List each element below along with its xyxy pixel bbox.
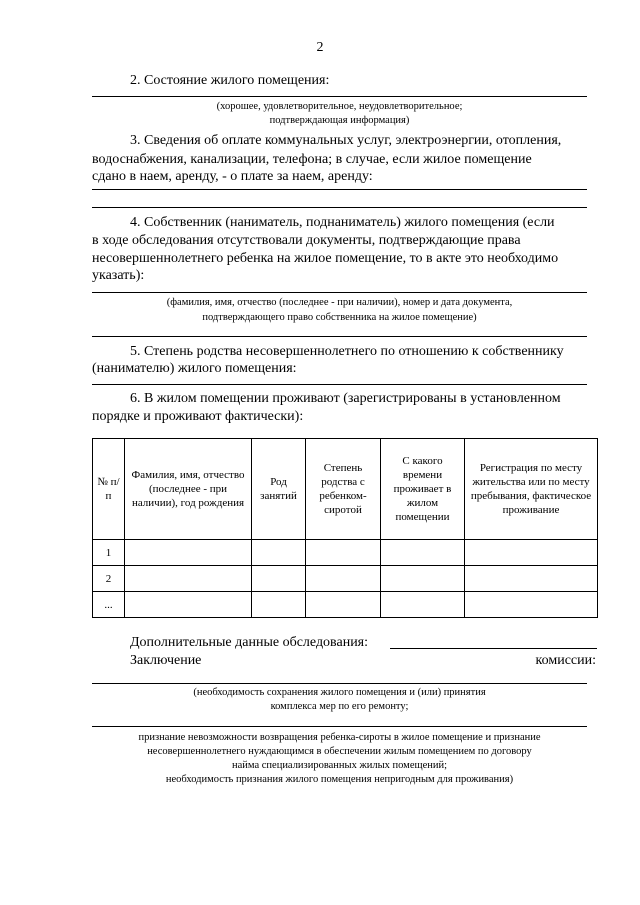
- item5-line1: 5. Степень родства несовершеннолетнего по отношению к собственнику: [130, 344, 564, 359]
- table-cell[interactable]: [381, 592, 465, 618]
- item4-line4: указать):: [92, 268, 145, 283]
- item4-line3: несовершеннолетнего ребенка на жилое помещение, то в акте это необходимо: [92, 251, 559, 266]
- item2-title: 2. Состояние жилого помещения:: [130, 73, 330, 88]
- item6-line1: 6. В жилом помещении проживают (зарегистрированы в установленном: [130, 391, 561, 406]
- table-cell[interactable]: [465, 592, 598, 618]
- conclusion-hint-5: найма специализированных жилых помещений;: [232, 760, 447, 771]
- conclusion-hint-3: признание невозможности возвращения ребенка-сироты в жилое помещение и признание: [138, 732, 541, 743]
- item4-fill-line-2[interactable]: [92, 336, 587, 337]
- item3-line3: сдано в наем, аренду, - о плате за наем, аренду:: [92, 169, 373, 184]
- conclusion-fill-line-2[interactable]: [92, 726, 587, 727]
- table-cell[interactable]: [125, 566, 252, 592]
- conclusion-hint-2: комплекса мер по его ремонту;: [270, 701, 409, 712]
- item3-fill-line-2[interactable]: [92, 207, 587, 208]
- table-cell[interactable]: [125, 540, 252, 566]
- header-occupation: Род занятий: [252, 439, 306, 540]
- conclusion-label: Заключение: [130, 653, 202, 668]
- item4-line1: 4. Собственник (наниматель, поднаниматель) жилого помещения (если: [130, 215, 555, 230]
- header-number: № п/п: [93, 439, 125, 540]
- item4-hint-1: (фамилия, имя, отчество (последнее - при наличии), номер и дата документа,: [166, 297, 513, 308]
- table-header-row: [93, 439, 598, 540]
- item4-line2: в ходе обследования отсутствовали документы, подтверждающие права: [92, 233, 521, 248]
- table-cell[interactable]: [381, 540, 465, 566]
- item4-fill-line-1[interactable]: [92, 292, 587, 293]
- table-cell[interactable]: [465, 540, 598, 566]
- table-row: [93, 540, 598, 566]
- table-cell[interactable]: [381, 566, 465, 592]
- conclusion-fill-line-1[interactable]: [92, 683, 587, 684]
- table-row: [93, 566, 598, 592]
- residents-table: [92, 438, 598, 618]
- table-cell[interactable]: [252, 592, 306, 618]
- item2-hint-1: (хорошее, удовлетворительное, неудовлетворительное;: [216, 101, 463, 112]
- commission-label: комиссии:: [535, 653, 596, 668]
- page-number: 2: [316, 40, 324, 55]
- table-row: [93, 592, 598, 618]
- conclusion-hint-1: (необходимость сохранения жилого помещения и (или) принятия: [193, 687, 486, 698]
- header-since-when: С какого времени проживает в жилом помещении: [381, 439, 465, 540]
- item4-hint-2: подтверждающего право собственника на жилое помещение): [202, 312, 477, 323]
- table-cell[interactable]: [306, 540, 381, 566]
- item3-fill-line-1[interactable]: [92, 189, 587, 190]
- item5-fill-line[interactable]: [92, 384, 587, 385]
- item5-line2: (нанимателю) жилого помещения:: [92, 361, 297, 376]
- conclusion-hint-6: необходимость признания жилого помещения непригодным для проживания): [165, 774, 514, 785]
- row-number: ...: [93, 592, 125, 618]
- table-cell[interactable]: [252, 566, 306, 592]
- header-full-name: Фамилия, имя, отчество (последнее - при наличии), год рождения: [125, 439, 252, 540]
- additional-data-label: Дополнительные данные обследования:: [130, 635, 369, 650]
- item6-line2: порядке и проживают фактически):: [92, 409, 304, 424]
- item3-line2: водоснабжения, канализации, телефона; в случае, если жилое помещение: [92, 152, 532, 167]
- table-cell[interactable]: [465, 566, 598, 592]
- table-cell[interactable]: [125, 592, 252, 618]
- table-cell[interactable]: [306, 592, 381, 618]
- item2-fill-line[interactable]: [92, 96, 587, 97]
- item3-line1: 3. Сведения об оплате коммунальных услуг, электроэнергии, отопления,: [130, 133, 562, 148]
- additional-data-fill-line[interactable]: [390, 648, 597, 649]
- conclusion-hint-4: несовершеннолетнего нуждающимся в обеспечении жилым помещением по договору: [147, 746, 532, 757]
- header-registration: Регистрация по месту жительства или по месту пребывания, фактическое проживание: [465, 439, 598, 540]
- table-cell[interactable]: [252, 540, 306, 566]
- item2-hint-2: подтверждающая информация): [269, 115, 410, 126]
- row-number: 2: [93, 566, 125, 592]
- header-kinship: Степень родства с ребенком-сиротой: [306, 439, 381, 540]
- row-number: 1: [93, 540, 125, 566]
- table-cell[interactable]: [306, 566, 381, 592]
